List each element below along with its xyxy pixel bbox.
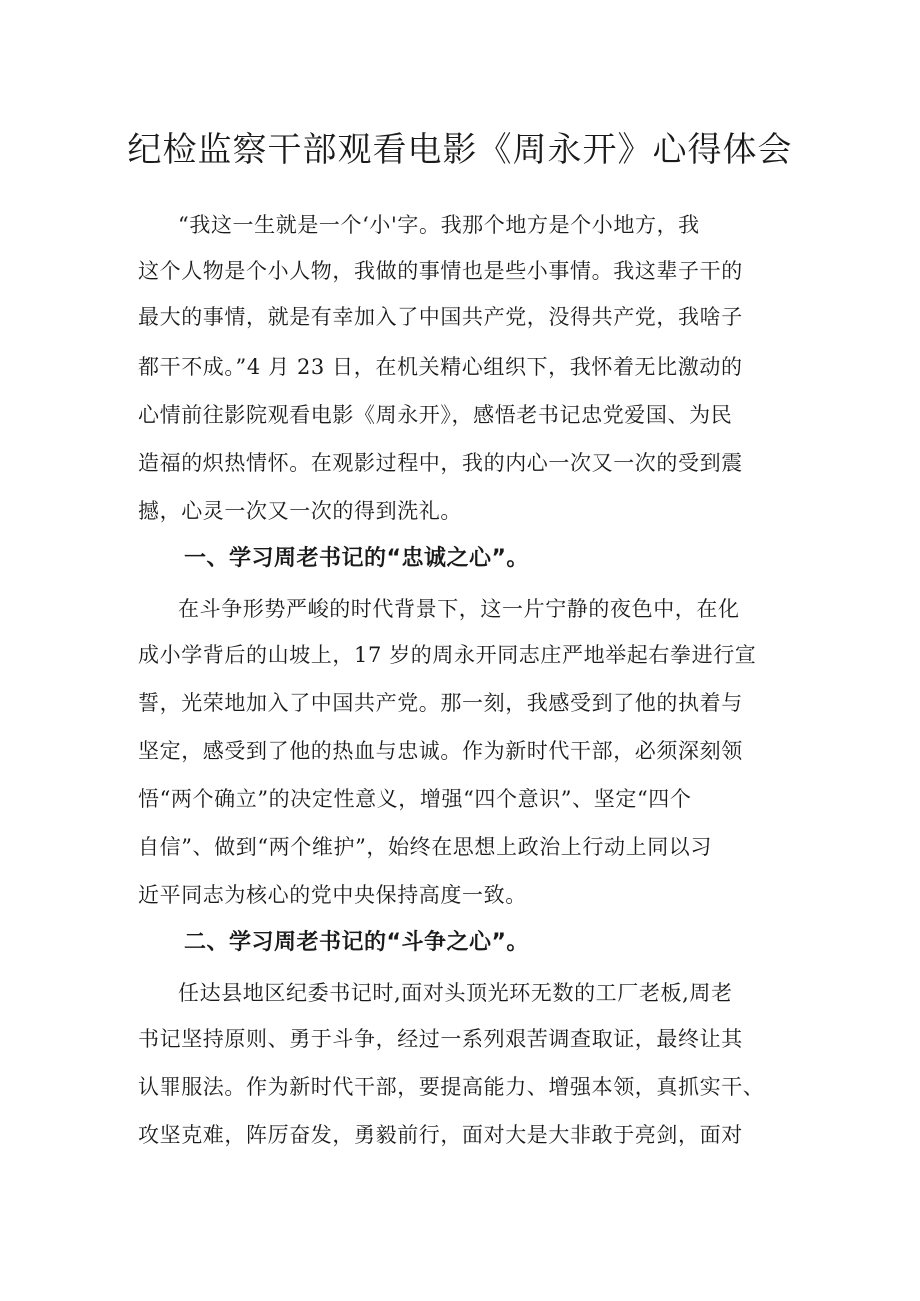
section-heading: 二、学习周老书记的“斗争之心”。 — [184, 930, 529, 955]
paragraph-line: 最大的事情，就是有幸加入了中国共产党，没得共产党，我啥子 — [138, 305, 743, 329]
paragraph-line: 都干不成。”4 月 23 日，在机关精心组织下，我怀着无比激动的 — [138, 355, 743, 379]
paragraph-line: 造福的炽热情怀。在观影过程中，我的内心一次又一次的受到震 — [138, 451, 743, 475]
paragraph-line: 近平同志为核心的党中央保持高度一致。 — [138, 883, 527, 907]
paragraph-line: 撼，心灵一次又一次的得到洗礼。 — [138, 499, 462, 523]
paragraph-line: 任达县地区纪委书记时,面对头顶光环无数的工厂老板,周老 — [178, 981, 733, 1005]
paragraph-line: “我这一生就是一个‘小'字。我那个地方是个小地方，我 — [178, 213, 700, 237]
section-heading: 一、学习周老书记的“忠诚之心”。 — [184, 546, 529, 571]
paragraph-line: 成小学背后的山坡上，17 岁的周永开同志庄严地举起右拳进行宣 — [138, 643, 757, 667]
document-title: 纪检监察干部观看电影《周永开》心得体会 — [127, 130, 793, 170]
paragraph-line: 自信”、做到“两个维护”，始终在思想上政治上行动上同以习 — [138, 835, 713, 859]
paragraph-line: 书记坚持原则、勇于斗争，经过一系列艰苦调查取证，最终让其 — [138, 1027, 743, 1051]
paragraph-line: 攻坚克难，阵厉奋发，勇毅前行，面对大是大非敢于亮剑，面对 — [138, 1123, 743, 1147]
paragraph-line: 认罪服法。作为新时代干部，要提高能力、增强本领，真抓实干、 — [138, 1075, 765, 1099]
paragraph-line: 誓，光荣地加入了中国共产党。那一刻，我感受到了他的执着与 — [138, 691, 743, 715]
paragraph-line: 坚定，感受到了他的热血与忠诚。作为新时代干部，必须深刻领 — [138, 739, 743, 763]
paragraph-line: 心情前往影院观看电影《周永开》，感悟老书记忠党爱国、为民 — [138, 403, 733, 427]
paragraph-line: 这个人物是个小人物，我做的事情也是些小事情。我这辈子干的 — [138, 259, 743, 283]
paragraph-line: 在斗争形势严峻的时代背景下，这一片宁静的夜色中，在化 — [178, 597, 740, 621]
paragraph-line: 悟“两个确立”的决定性意义，增强“四个意识”、坚定“四个 — [138, 787, 692, 811]
